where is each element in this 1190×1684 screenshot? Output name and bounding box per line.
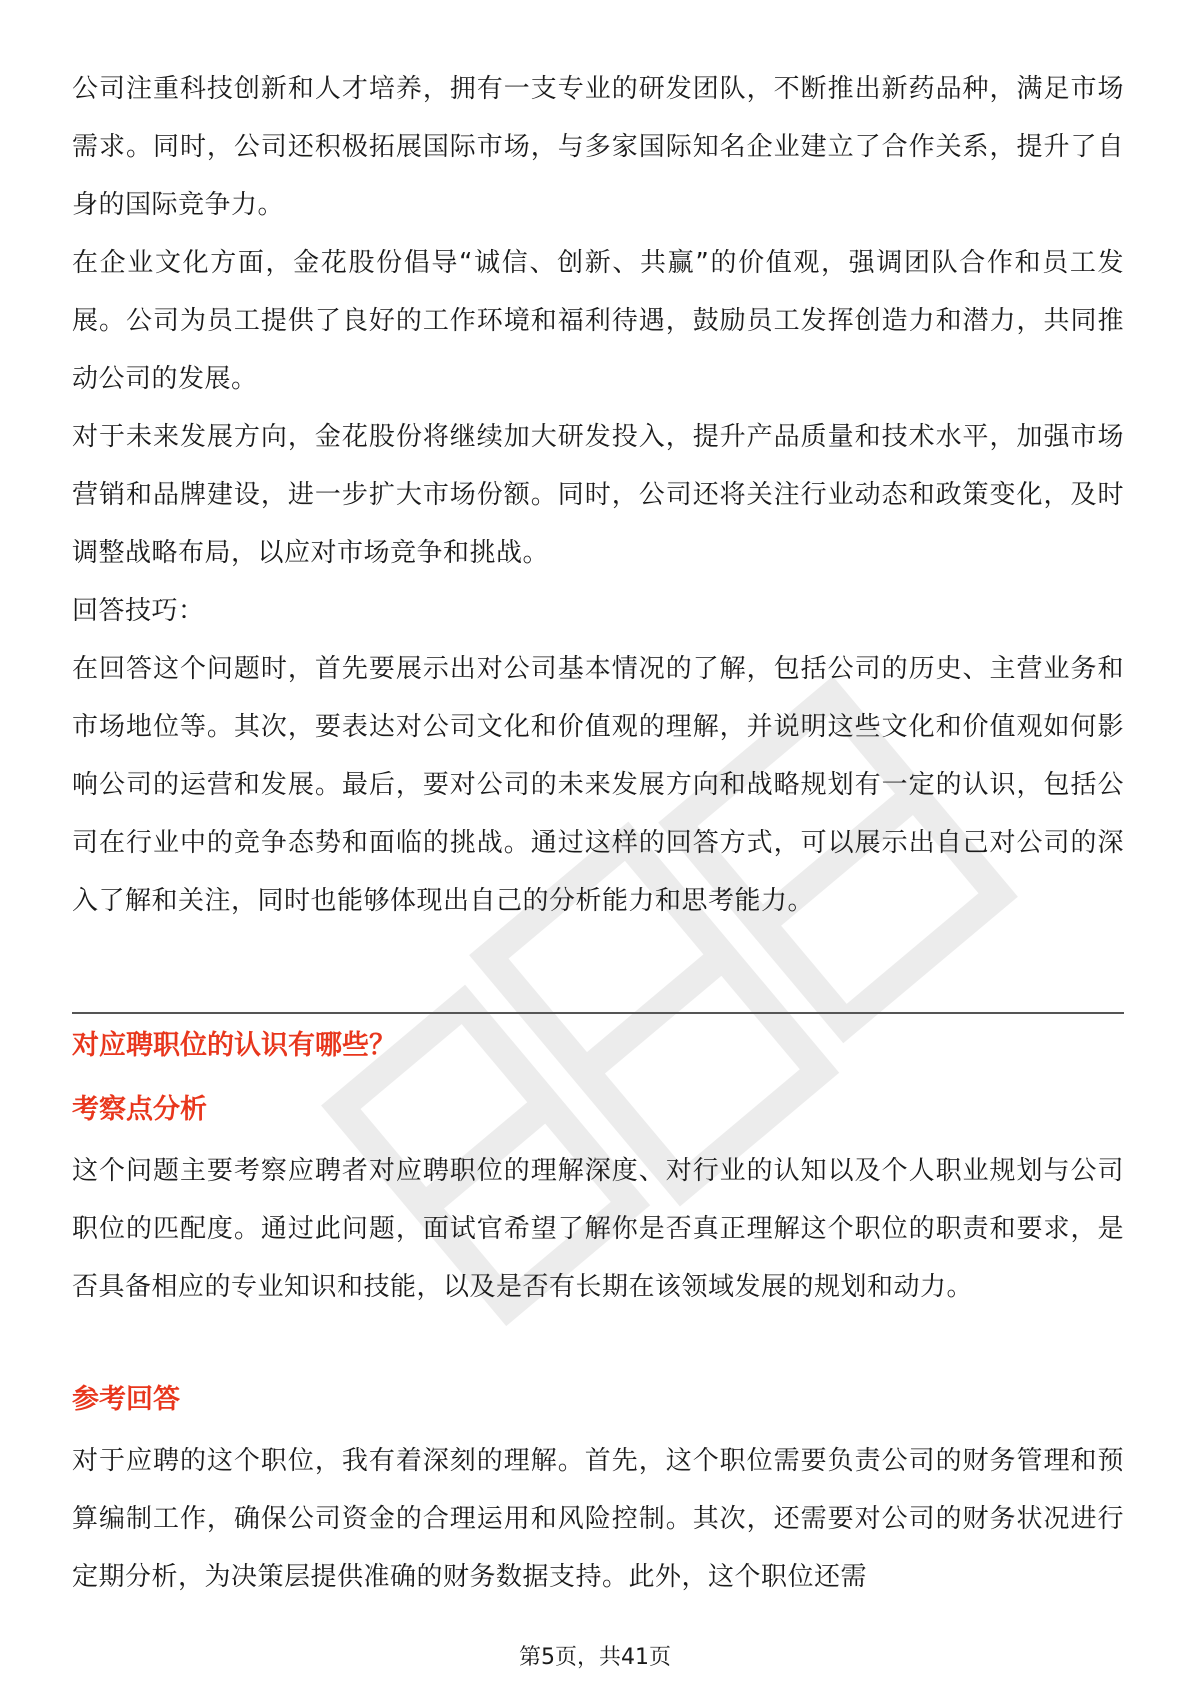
page-indicator: 第5页，共41页 (519, 1645, 671, 1670)
intro-content (72, 60, 1124, 930)
paragraph-culture: 在企业文化方面，金花股份倡导“诚信、创新、共赢”的价值观，强调团队合作和员工发展。公司为员工提供了良好的工作环境和福利待遇，鼓励员工发挥创造力和潜力，共同推动公司的发展。 (72, 248, 1124, 394)
paragraph-future: 对于未来发展方向，金花股份将继续加大研发投入，提升产品质量和技术水平，加强市场营销和品牌建设，进一步扩大市场份额。同时，公司还将关注行业动态和政策变化，及时调整战略布局，以应对市场竞争和挑战。 (72, 422, 1124, 568)
answer-section (72, 1380, 1124, 1606)
analysis-heading: 考察点分析 (72, 1094, 207, 1125)
analysis-section (72, 1090, 1124, 1316)
question-title: 对应聘职位的认识有哪些？ (72, 1030, 396, 1061)
tips-text: 在回答这个问题时，首先要展示出对公司基本情况的了解，包括公司的历史、主营业务和市场地位等。其次，要表达对公司文化和价值观的理解，并说明这些文化和价值观如何影响公司的运营和发展。最后，要对公司的未来发展方向和战略规划有一定的认识，包括公司在行业中的竞争态势和面临的挑战。通过这样的回答方式，可以展示出自己对公司的深入了解和关注，同时也能够体现出自己的分析能力和思考能力。 (72, 654, 1124, 916)
answer-text: 对于应聘的这个职位，我有着深刻的理解。首先，这个职位需要负责公司的财务管理和预算编制工作，确保公司资金的合理运用和风险控制。其次，还需要对公司的财务状况进行定期分析，为决策层提供准确的财务数据支持。此外，这个职位还需 (72, 1446, 1124, 1592)
answer-heading: 参考回答 (72, 1384, 180, 1415)
paragraph-innovation: 公司注重科技创新和人才培养，拥有一支专业的研发团队，不断推出新药品种，满足市场需求。同时，公司还积极拓展国际市场，与多家国际知名企业建立了合作关系，提升了自身的国际竞争力。 (72, 74, 1124, 220)
tips-label: 回答技巧： (72, 596, 205, 626)
analysis-text: 这个问题主要考察应聘者对应聘职位的理解深度、对行业的认知以及个人职业规划与公司职位的匹配度。通过此问题，面试官希望了解你是否真正理解这个职位的职责和要求，是否具备相应的专业知识和技能，以及是否有长期在该领域发展的规划和动力。 (72, 1156, 1124, 1302)
section-divider (72, 1012, 1124, 1014)
question-section (72, 1026, 1124, 1066)
